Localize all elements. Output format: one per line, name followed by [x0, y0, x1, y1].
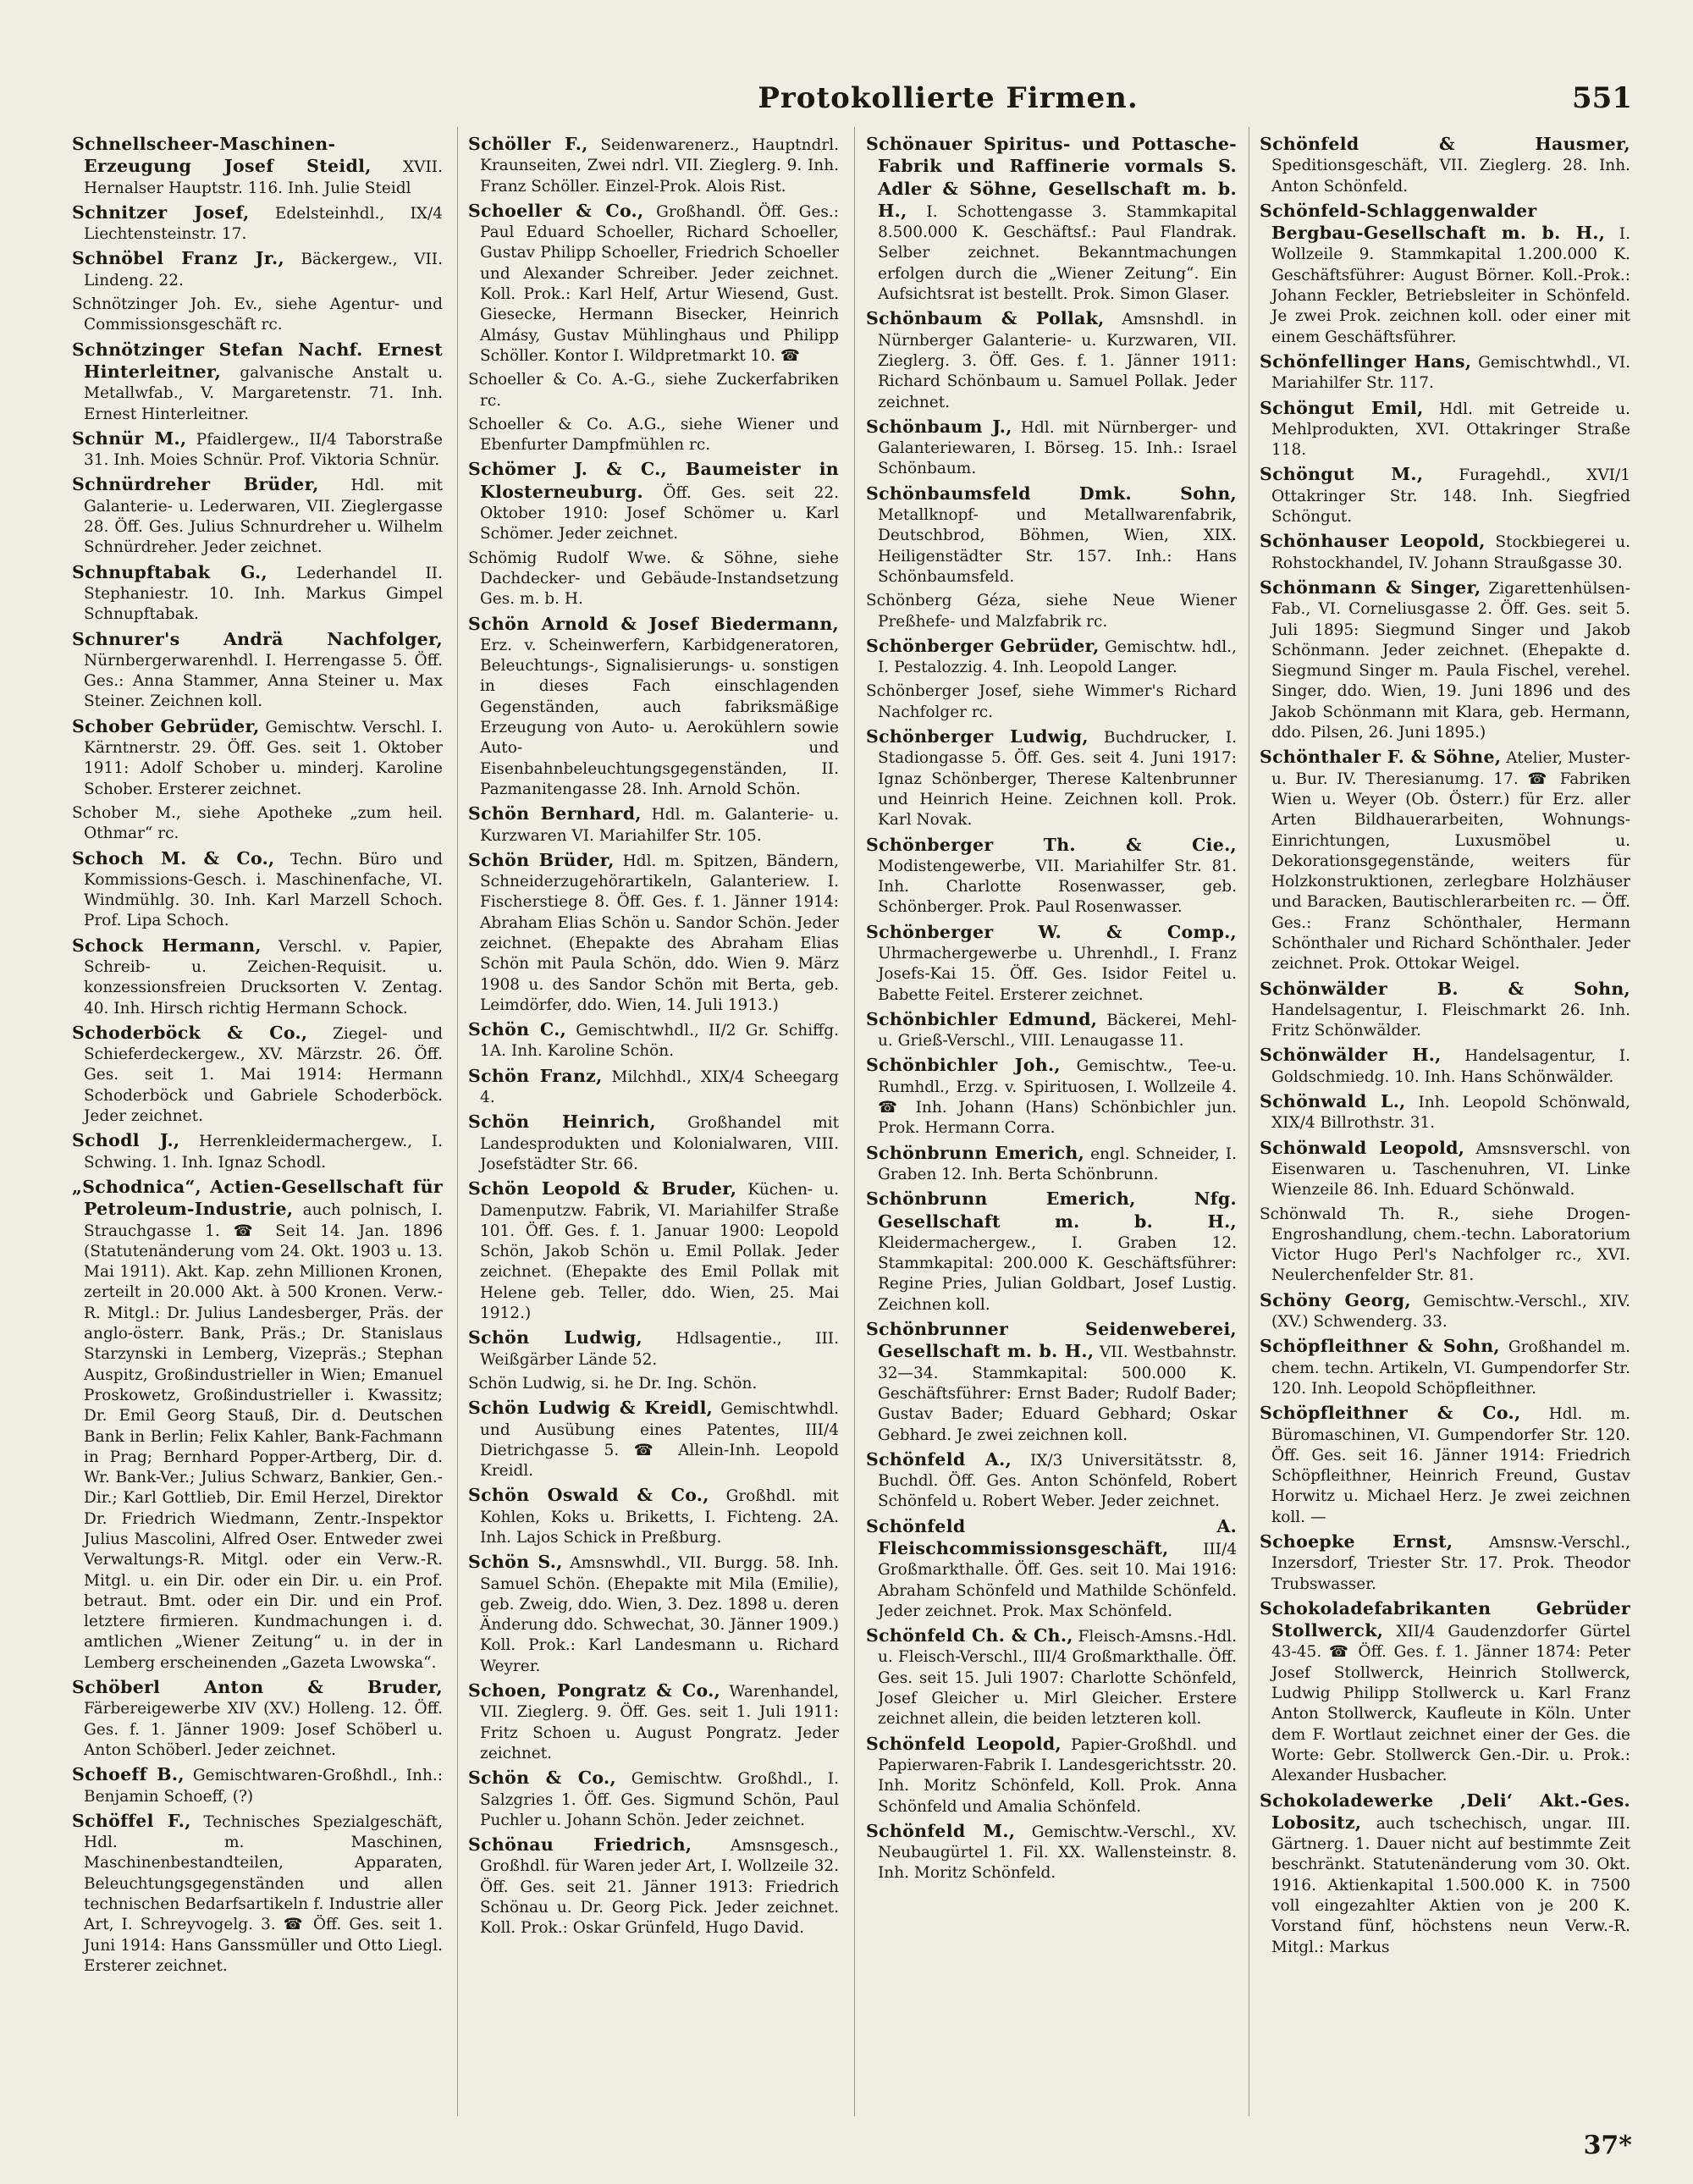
firm-details: Gemischtw. hdl., I. Pestalozzig. 4. Inh. Leopold Langer. [878, 637, 1237, 677]
directory-entry [1260, 134, 1630, 197]
firm-name: Schoepke Ernst, [1260, 1531, 1453, 1552]
firm-details: Amsnsverschl. von Eisenwaren u. Taschenuhren, VI. Linke Wienzeile 86. Inh. Eduard Schönwald. [1271, 1139, 1630, 1200]
firm-name: Schöngut M., [1260, 464, 1424, 485]
directory-entry [866, 1449, 1237, 1513]
firm-name: Schober Gebrüder, [72, 715, 260, 736]
firm-name: Schodl J., [72, 1130, 180, 1151]
firm-details: Amsnsw.-Verschl., Inzersdorf, Triester Str. 17. Prok. Theodor Trubswasser. [1271, 1534, 1630, 1593]
directory-entry [866, 1319, 1237, 1446]
directory-entry [72, 339, 443, 425]
firm-details: Atelier, Muster- u. Bur. IV. Theresianumg. 17. ☎ Fabriken Wien u. Weyer (Ob. Österr.) für Erz. aller Arten Bildhauerarbeiten, Wohnungs-Einrichtungen, Luxusmöbel u. Dekorationsgegenstände, weiters für Holzkonstruktionen, zerlegbare Holzhäuser und Baracken, Bautischlerarbeiten rc. — Öff. Ges.: Franz Schönthaler, Hermann Schönthaler und Richard Schönthaler. Jeder zeichnet. Prok. Ottokar Weigel. [1271, 749, 1630, 973]
directory-entry [1260, 1091, 1630, 1134]
directory-entry [72, 1023, 443, 1127]
firm-details: auch polnisch, I. Strauchgasse 1. ☎ Seit 14. Jan. 1896 (Statutenänderung vom 24. Okt. 1903 u. 13. Mai 1911). Akt. Kap. zehn Millionen Kronen, zerteilt in 20.000 Akt. à 500 Kronen. Verw.-R. Mitgl.: Dr. Julius Landesberger, Präs. der anglo-österr. Bank, Präs.; Dr. Stanislaus Starzynski in Lemberg, Vizepräs.; Stephan Auspitz, Großindustrieller in Wien; Emanuel Proskowetz, Großindustrieller i. Kwassitz; Dr. Emil Georg Stauß, Dir. d. Deutschen Bank in Berlin; Felix Kahler, Bank-Fachmann in Prag; Bernhard Popper-Artberg, Dir. d. Wr. Bank-Ver.; Julius Schwarz, Bankier, Gen.-Dir.; Karl Gottlieb, Dir. Emil Herzel, Direktor Dr. Friedrich Wiedmann, Zentr.-Inspektor Julius Mascolini, Alfred Oser. Entweder zwei Verwaltungs-R. Mitgl. oder ein Verw.-R. Mitgl. u. ein Dir. oder ein Dir. u. ein Prof. betraut. Bmt. oder ein Dir. und ein Prof. letztere firmieren. Kundmachungen i. d. amtlichen „Wiener Zeitung“ u. in der in Lemberg erscheinenden „Gazeta Lwowska“. [84, 1201, 443, 1672]
firm-details: Stockbiegerei u. Rohstockhandel, IV. Johann Straußgasse 30. [1271, 533, 1630, 572]
firm-details: Bäckergew., VII. Lindeng. 22. [84, 251, 443, 290]
directory-entry [1260, 1403, 1630, 1528]
firm-name: Schönwälder H., [1260, 1045, 1442, 1066]
firm-details: Seidenwarenerz., Hauptndrl. Kraunseiten, Zwei ndrl. VII. Zieglerg. 9. Inh. Franz Schöller. Einzel-Prok. Alois Rist. [480, 136, 839, 196]
firm-name: Schönbichler Joh., [866, 1055, 1061, 1076]
column-3 [866, 134, 1237, 2106]
firm-details: Bäckerei, Mehl- u. Grieß-Verschl., VIII. Lenaugasse 11. [878, 1011, 1237, 1051]
directory-entry [72, 629, 443, 713]
firm-name: Schön C., [468, 1019, 567, 1040]
directory-entry [1260, 747, 1630, 974]
firm-details: engl. Schneider, I. Graben 12. Inh. Berta Schönbrunn. [878, 1144, 1237, 1183]
directory-entry [1260, 1336, 1630, 1399]
firm-name: Schömer J. & C., Baumeister in Klosterneuburg. [468, 459, 839, 502]
directory-entry [72, 1677, 443, 1761]
firm-name: Schönfeld A., [866, 1448, 1012, 1470]
directory-entry [468, 1066, 839, 1109]
directory-entry [1260, 1138, 1630, 1201]
firm-name: Schöpfleithner & Sohn, [1260, 1336, 1500, 1357]
directory-entry [468, 549, 839, 610]
firm-name: Schön Franz, [468, 1065, 603, 1086]
firm-name: Schöngut Emil, [1260, 397, 1424, 418]
firm-name: Schönfellinger Hans, [1260, 350, 1472, 372]
firm-name: Schöpfleithner & Co., [1260, 1403, 1521, 1424]
firm-details: Hdl. m. Galanterie- u. Kurzwaren VI. Mariahilfer Str. 105. [480, 806, 839, 845]
firm-details: Buchdrucker, I. Stadiongasse 5. Öff. Ges. seit 4. Juni 1917: Ignaz Schönberger, Therese Kaltenbrunner und Heinrich Heine. Zeichnen koll. Prok. Karl Novak. [878, 729, 1237, 830]
directory-entry [468, 1485, 839, 1548]
directory-entry [468, 1680, 839, 1764]
directory-entry [1260, 351, 1630, 394]
directory-entry [866, 1516, 1237, 1622]
firm-details: Schoeller & Co. A.G., siehe Wiener und Ebenfurter Dampfmühlen rc. [468, 415, 839, 455]
firm-name: Schönbichler Edmund, [866, 1008, 1098, 1029]
firm-details: Öff. Ges. seit 22. Oktober 1910: Josef Schömer u. Karl Schömer. Jeder zeichnet. [480, 483, 839, 543]
directory-entry [1260, 979, 1630, 1042]
firm-details: Fleisch-Amsns.-Hdl. u. Fleisch-Verschl., III/4 Großmarkthalle. Öff. Ges. seit 15. Juli 1907: Charlotte Schönfeld, Josef Gleicher u. Mirl Gleicher. Erstere zeichnet allein, die beiden letzteren koll. [878, 1628, 1237, 1729]
directory-entry [72, 562, 443, 626]
firm-name: Schnitzer Josef, [72, 201, 250, 223]
firm-details: Gemischtwhdl., II/2 Gr. Schiffg. 1A. Inh. Karoline Schön. [480, 1022, 839, 1061]
firm-name: Schnupftabak G., [72, 561, 267, 582]
firm-details: Metallknopf- und Metallwarenfabrik, Deutschbrod, Böhmen, Wien, XIX. Heiligenstädter Str. 157. Inh.: Hans Schönbaumsfeld. [878, 506, 1237, 586]
firm-details: Lederhandel II. Stephaniestr. 10. Inh. Markus Gimpel Schnupftabak. [84, 564, 443, 624]
firm-details: Furagehdl., XVI/1 Ottakringer Str. 148. Inh. Siegfried Schöngut. [1271, 466, 1630, 527]
directory-entry [468, 1019, 839, 1062]
firm-name: Schöberl Anton & Bruder, [72, 1677, 443, 1698]
directory-entry [72, 1130, 443, 1173]
firm-details: IX/3 Universitätsstr. 8, Buchdl. Öff. Ges. Anton Schönfeld, Robert Schönfeld u. Robert Weber. Jeder zeichnet. [878, 1451, 1237, 1511]
directory-entry [468, 1552, 839, 1677]
firm-name: Schöny Georg, [1260, 1289, 1411, 1310]
directory-entry [468, 1768, 839, 1831]
column-divider [457, 127, 458, 2116]
firm-details: Erz. v. Scheinwerfern, Karbidgeneratoren, Beleuchtungs-, Signalisierungs- u. sonstigen in dieses Fach einschlagenden Gegenständen, auch fabriksmäßige Erzeugung von Auto- u. Aerokühlern sowie Auto- und Eisenbahnbeleuchtungsgegenständen, II. Pazmanitengasse 28. Inh. Arnold Schön. [480, 636, 839, 798]
directory-entry [72, 134, 443, 199]
firm-name: Schönau Friedrich, [468, 1834, 692, 1856]
firm-name: Schoeff B., [72, 1764, 185, 1785]
firm-name: Schönfeld-Schlaggenwalder Bergbau-Gesellschaft m. b. H., [1260, 200, 1606, 244]
directory-entry [866, 726, 1237, 830]
firm-details: Großhdl. mit Kohlen, Koks u. Briketts, I. Fichteng. 2A. Inh. Lajos Schick in Preßburg. [480, 1487, 839, 1547]
firm-details: Amsnshdl. in Nürnberger Galanterie- u. Kurzwaren, VII. Zieglerg. 3. Öff. Ges. f. 1. Jänner 1911: Richard Schönbaum u. Samuel Pollak. Jeder zeichnet. [878, 311, 1237, 411]
firm-name: Schnöbel Franz Jr., [72, 248, 284, 269]
firm-name: Schönthaler F. & Söhne, [1260, 747, 1502, 768]
directory-entry [468, 850, 839, 1016]
directory-entry [1260, 531, 1630, 574]
firm-name: Schnellscheer-Maschinen-Erzeugung Josef Steidl, [72, 134, 372, 177]
directory-entry [1260, 1045, 1630, 1088]
firm-details: Zigarettenhülsen-Fab., VI. Corneliusgasse 2. Öff. Ges. seit 5. Juli 1895: Siegmund Singer und Jakob Schönmann. Jeder zeichnet. (Ehepakte d. Siegmund Singer m. Paula Fischel, verehel. Singer, ddo. Wien, 19. Juni 1896 und des Jakob Schönmann mit Klara, geb. Hermann, ddo. Pilsen, 26. Juni 1895.) [1271, 579, 1630, 742]
firm-details: Inh. Leopold Schönwald, XIX/4 Billrothstr. 31. [1271, 1094, 1630, 1133]
directory-entry [1260, 577, 1630, 743]
firm-details: Schömig Rudolf Wwe. & Söhne, siehe Dachdecker- und Gebäude-Instandsetzung Ges. m. b. H. [468, 549, 839, 609]
firm-name: Schöffel F., [72, 1810, 191, 1831]
directory-entry [468, 1374, 839, 1394]
firm-name: Schönfeld Leopold, [866, 1733, 1062, 1754]
firm-details: Edelsteinhdl., IX/4 Liechtensteinstr. 17. [84, 204, 443, 244]
running-head: Protokollierte Firmen. [758, 81, 1139, 115]
firm-details: Großhandel m. chem. techn. Artikeln, VI. Gumpendorfer Str. 120. Inh. Leopold Schöpfleithner. [1271, 1338, 1630, 1398]
firm-details: III/4 Großmarkthalle. Öff. Ges. seit 10. Mai 1916: Abraham Schönfeld und Mathilde Schönfeld. Jeder zeichnet. Prok. Max Schönfeld. [878, 1541, 1237, 1620]
directory-entry [72, 428, 443, 472]
firm-details: Schönberg Géza, siehe Neue Wiener Preßhefe- und Malzfabrik rc. [866, 592, 1237, 631]
firm-name: Schönberger W. & Comp., [866, 921, 1237, 942]
directory-entry [468, 1398, 839, 1481]
firm-details: Verschl. v. Papier, Schreib- u. Zeichen-Requisit. u. konzessionsfreien Drucksorten V. Zentag. 40. Inh. Hirsch richtig Hermann Schock. [84, 937, 443, 1018]
firm-details: Hdlsagentie., III. Weißgärber Lände 52. [480, 1330, 839, 1369]
firm-details: Hdl. mit Nürnberger- und Galanteriewaren, I. Börseg. 15. Inh.: Israel Schönbaum. [878, 418, 1237, 478]
firm-details: Milchhdl., XIX/4 Scheegarg 4. [480, 1067, 839, 1107]
firm-name: Schönwald L., [1260, 1091, 1406, 1112]
firm-details: I. Schottengasse 3. Stammkapital 8.500.000 K. Geschäftsf.: Paul Flandrak. Selber zeichnet. Bekanntmachungen erfolgen durch die „Wiener Zeitung“. Ein Aufsichtsrat ist bestellt. Prok. Simon Glaser. [878, 202, 1237, 304]
firm-details: Gemischtw.-Verschl., XV. Neubaugürtel 1. Fil. XX. Wallensteinstr. 8. Inh. Moritz Schönfeld. [878, 1823, 1237, 1883]
firm-details: Kleidermachergew., I. Graben 12. Stammkapital: 200.000 K. Geschäftsführer: Regine Pries, Julian Goldbart, Josef Lustig. Zeichnen koll. [878, 1233, 1237, 1314]
firm-details: Gemischtw. Verschl. I. Kärntnerstr. 29. Öff. Ges. seit 1. Oktober 1911: Adolf Schober u. minderj. Karoline Schober. Ersterer zeichnet. [84, 718, 443, 798]
firm-details: Schönwald Th. R., siehe Drogen-Engroshandlung, chem.-techn. Laboratorium Victor Hugo Perl's Nachfolger rc., XVI. Neulerchenfelder Str. 81. [1260, 1205, 1630, 1285]
firm-name: Schönberger Gebrüder, [866, 635, 1100, 656]
directory-entry [1260, 201, 1630, 348]
firm-details: Hdl. m. Büromaschinen, VI. Gumpendorfer Str. 120. Öff. Ges. seit 16. Jänner 1914: Friedrich Schöpfleithner, Heinrich Freund, Gustav Horwitz u. Michael Herz. Je zwei zeichnen koll. — [1271, 1405, 1630, 1526]
firm-name: Schönfeld & Hausmer, [1260, 134, 1630, 154]
firm-details: Gemischtwhdl. und Ausübung eines Patentes, III/4 Dietrichgasse 5. ☎ Allein-Inh. Leopold Kreidl. [480, 1400, 839, 1481]
directory-entry [468, 614, 839, 801]
firm-name: Schönbaum & Pollak, [866, 308, 1105, 329]
firm-name: Schönfeld Ch. & Ch., [866, 1625, 1073, 1646]
firm-name: Schönwald Leopold, [1260, 1137, 1465, 1158]
column-2 [468, 134, 839, 2106]
firm-name: Schön Oswald & Co., [468, 1485, 709, 1506]
firm-name: Schönhauser Leopold, [1260, 531, 1486, 552]
directory-entry [1260, 1790, 1630, 1958]
firm-details: Färbereigewerbe XIV (XV.) Holleng. 12. Öff. Ges. f. 1. Jänner 1909: Josef Schöberl u. Anton Schöberl. Jeder zeichnet. [84, 1700, 443, 1759]
firm-details: Pfaidlergew., II/4 Taborstraße 31. Inh. Moies Schnür. Prof. Viktoria Schnür. [84, 430, 443, 470]
firm-details: Techn. Büro und Kommissions-Gesch. i. Maschinenfache, VI. Windmühlg. 30. Inh. Karl Marzell Schoch. Prof. Lipa Schoch. [84, 850, 443, 930]
firm-details: Uhrmachergewerbe u. Uhrenhdl., I. Franz Josefs-Kai 15. Öff. Ges. Isidor Feitel u. Babette Feitel. Ersterer zeichnet. [878, 944, 1237, 1004]
firm-details: Schön Ludwig, si. he Dr. Ing. Schön. [468, 1374, 758, 1393]
firm-name: Schön S., [468, 1552, 563, 1573]
directory-entry [72, 474, 443, 558]
firm-details: Handelsagentur, I. Fleischmarkt 26. Inh. Fritz Schönwälder. [1271, 1001, 1630, 1040]
directory-entry [72, 848, 443, 932]
directory-entry [468, 201, 839, 367]
directory-entry [72, 248, 443, 291]
firm-name: Schönbaumsfeld Dmk. Sohn, [866, 483, 1237, 504]
directory-entry [866, 416, 1237, 480]
directory-entry [1260, 1531, 1630, 1595]
directory-entry [866, 1821, 1237, 1884]
directory-entry [866, 835, 1237, 918]
firm-details: Gemischtw. Großhdl., I. Salzgries 1. Öff. Ges. Sigmund Schön, Paul Puchler u. Johann Schön. Jeder zeichnet. [480, 1770, 839, 1829]
firm-name: Schön Heinrich, [468, 1111, 656, 1133]
directory-entry [866, 1143, 1237, 1186]
directory-entry [468, 415, 839, 456]
firm-details: galvanische Anstalt u. Metallwfab., V. Margaretenstr. 71. Inh. Ernest Hinterleitner. [84, 363, 443, 423]
firm-details: Handelsagentur, I. Goldschmiedg. 10. Inh. Hans Schönwälder. [1271, 1047, 1630, 1086]
directory-entry [866, 1625, 1237, 1729]
directory-entry [72, 1177, 443, 1674]
directory-entry [866, 591, 1237, 632]
firm-name: Schönfeld A. Fleischcommissionsgeschäft, [866, 1515, 1237, 1558]
firm-details: Schönberger Josef, siehe Wimmer's Richard Nachfolger rc. [866, 682, 1237, 721]
firm-details: Warenhandel, VII. Zieglerg. 9. Öff. Ges. seit 1. Juli 1911: Fritz Schoen u. August Pongratz. Jeder zeichnet. [480, 1683, 839, 1762]
directory-entry [866, 134, 1237, 305]
directory-entry [866, 308, 1237, 412]
firm-name: Schokoladefabrikanten Gebrüder Stollwerck, [1260, 1597, 1630, 1641]
directory-entry [866, 681, 1237, 723]
firm-details: Nürnbergerwarenhdl. I. Herrengasse 5. Öff. Ges.: Anna Stammer, Anna Steiner u. Max Steiner. Zeichnen koll. [84, 651, 443, 711]
firm-name: Schoch M. & Co., [72, 847, 275, 869]
firm-details: Hdl. mit Galanterie- u. Lederwaren, VII. Zieglergasse 28. Öff. Ges. Julius Schnurdreher u. Wilhelm Schnürdreher. Jeder zeichnet. [84, 477, 443, 557]
firm-name: Schön Ludwig, [468, 1327, 642, 1348]
directory-entry [468, 1834, 839, 1939]
firm-details: Amsnswhdl., VII. Burgg. 58. Inh. Samuel Schön. (Ehepakte mit Mila (Emilie), geb. Zweig, ddo. Wien, 3. Dez. 1898 u. deren Änderung ddo. Schwechat, 30. Jänner 1909.) Koll. Prok.: Karl Landesmann u. Richard Weyrer. [480, 1554, 839, 1675]
directory-entry [1260, 398, 1630, 461]
firm-name: Schön Brüder, [468, 849, 615, 870]
directory-entry [72, 803, 443, 845]
firm-details: XVII. Hernalser Hauptstr. 116. Inh. Julie Steidl [84, 158, 443, 197]
firm-name: Schönberger Th. & Cie., [866, 834, 1237, 855]
directory-entry [866, 1734, 1237, 1817]
directory-entry [468, 1111, 839, 1175]
firm-name: Schnurer's Andrä Nachfolger, [72, 628, 443, 649]
firm-details: Gemischtw., Tee-u. Rumhdl., Erzg. v. Spirituosen, I. Wollzeile 4. ☎ Inh. Johann (Hans) Schönbichler jun. Prok. Hermann Corra. [878, 1057, 1237, 1138]
firm-details: Speditionsgeschäft, VII. Zieglerg. 28. Inh. Anton Schönfeld. [1271, 157, 1630, 196]
directory-entry [468, 803, 839, 847]
firm-details: Herrenkleidermachergew., I. Schwing. 1. Inh. Ignaz Schodl. [84, 1133, 443, 1172]
firm-name: Schön Ludwig & Kreidl, [468, 1398, 714, 1419]
firm-details: XII/4 Gaudenzdorfer Gürtel 43-45. ☎ Öff. Ges. f. 1. Jänner 1874: Peter Josef Stollwerck, Heinrich Stollwerck, Ludwig Philipp Stollwerck u. Karl Franz Anton Stollwerck, Kaufleute in Köln. Unter dem F. Wortlaut zeichnet einer der Ges. die Worte: Gebr. Stollwerck Gen.-Dir. u. Prok.: Alexander Husbacher. [1271, 1623, 1630, 1785]
firm-name: Schön Arnold & Josef Biedermann, [468, 613, 839, 634]
firm-name: Schönbrunner Seidenweberei, Gesellschaft m. b. H., [866, 1319, 1237, 1362]
firm-name: Schock Hermann, [72, 935, 262, 956]
firm-details: Hdl. mit Getreide u. Mehlprodukten, XVI. Ottakringer Straße 118. [1271, 400, 1630, 460]
directory-entry [1260, 464, 1630, 527]
signature-mark: 37* [1583, 2131, 1632, 2160]
firm-details: I. Wollzeile 9. Stammkapital 1.200.000 K. Geschäftsführer: August Börner. Koll.-Prok.: Johann Feckler, Betriebsleiter in Schönfeld. Je zwei Prok. zeichnen koll. oder einer mit einem Geschäftsführer. [1271, 225, 1630, 346]
directory-entry [72, 1764, 443, 1807]
directory-entry [866, 636, 1237, 679]
firm-name: Schönbrunn Emerich, Nfg. Gesellschaft m. b. H., [866, 1189, 1237, 1232]
directory-entry [1260, 1205, 1630, 1287]
directory-entry [72, 935, 443, 1019]
directory-entry [468, 459, 839, 544]
directory-entry [72, 295, 443, 336]
directory-entry [1260, 1598, 1630, 1787]
firm-name: Schönbaum J., [866, 416, 1012, 437]
firm-details: Hdl. m. Spitzen, Bändern, Schneiderzugehörartikeln, Galanteriew. I. Fischerstiege 8. Öff. Ges. f. 1. Jänner 1914: Abraham Elias Schön u. Sandor Schön. Jeder zeichnet. (Ehepakte des Abraham Elias Schön mit Paula Schön, ddo. Wien 9. März 1908 u. des Sandor Schön mit Berta, geb. Leimdörfer, ddo. Wien, 14. Juli 1913.) [480, 852, 839, 1014]
firm-details: Technisches Spezialgeschäft, Hdl. m. Maschinen, Maschinenbestandteilen, Apparaten, Beleuchtungsgegenständen und allen technischen Bedarfsartikeln f. Industrie aller Art, I. Schreyvogelg. 3. ☎ Öff. Ges. seit 1. Juni 1914: Hans Ganssmüller und Otto Liegl. Ersterer zeichnet. [84, 1812, 443, 1975]
directory-entry [866, 922, 1237, 1006]
firm-details: Gemischtw.-Verschl., XIV. (XV.) Schwenderg. 33. [1271, 1292, 1630, 1332]
column-divider [854, 127, 855, 2116]
directory-entry [1260, 1290, 1630, 1333]
firm-details: Schoeller & Co. A.-G., siehe Zuckerfabriken rc. [468, 371, 839, 410]
directory-entry [468, 134, 839, 197]
firm-details: Großhandl. Öff. Ges.: Paul Eduard Schoeller, Richard Schoeller, Gustav Philipp Schoeller, Friedrich Schoeller und Alexander Schreiber. Jeder zeichnet. Koll. Prok.: Karl Helf, Artur Wiesend, Gust. Giesecke, Hermann Bisecker, Heinrich Almásy, Gustav Mühlinghaus und Philipp Schöller. Kontor I. Wildpretmarkt 10. ☎ [480, 202, 839, 365]
firm-name: Schoderböck & Co., [72, 1022, 308, 1043]
firm-details: Gemischtwaren-Großhdl., Inh.: Benjamin Schoeff, (?) [84, 1767, 443, 1806]
directory-entry [72, 716, 443, 800]
firm-name: Schönberger Ludwig, [866, 726, 1089, 747]
firm-details: Gemischtwhdl., VI. Mariahilfer Str. 117. [1271, 353, 1630, 393]
firm-name: Schönauer Spiritus- und Pottasche-Fabrik und Raffinerie vormals S. Adler & Söhne, Gesellschaft m. b. H., [866, 134, 1237, 221]
directory-entry [468, 1178, 839, 1324]
firm-name: „Schodnica“, Actien-Gesellschaft für Petroleum-Industrie, [72, 1176, 443, 1220]
firm-name: Schönmann & Singer, [1260, 576, 1481, 598]
directory-entry [72, 202, 443, 245]
directory-entry [866, 483, 1237, 587]
firm-name: Schönbrunn Emerich, [866, 1142, 1085, 1163]
firm-details: Schnötzinger Joh. Ev., siehe Agentur- und Commissionsgeschäft rc. [72, 295, 443, 334]
firm-name: Schnür M., [72, 427, 187, 449]
column-1 [72, 134, 443, 2106]
firm-name: Schnötzinger Stefan Nachf. Ernest Hinterleitner, [72, 339, 443, 382]
firm-name: Schokoladewerke ‚Deli‘ Akt.-Ges. Lobositz, [1260, 1790, 1630, 1833]
directory-entry [866, 1009, 1237, 1052]
firm-name: Schoen, Pongratz & Co., [468, 1680, 721, 1701]
firm-details: auch tschechisch, ungar. III. Gärtnerg. 1. Dauer nicht auf bestimmte Zeit beschränkt. Statutenänderung vom 30. Okt. 1916. Aktienkapital 1.500.000 K. in 7500 voll eingezahlter Aktien von je 200 K. Vorstand fünf, höchstens neun Verw.-R. Mitgl.: Markus [1271, 1814, 1630, 1956]
firm-details: Schober M., siehe Apotheke „zum heil. Othmar“ rc. [72, 803, 443, 843]
column-4 [1260, 134, 1630, 2106]
firm-name: Schön & Co., [468, 1768, 616, 1789]
directory-entry [468, 370, 839, 411]
firm-details: Küchen- u. Damenputzw. Fabrik, VI. Mariahilfer Straße 101. Öff. Ges. f. 1. Januar 1900: Leopold Schön, Jakob Schön u. Emil Pollak. Jeder zeichnet. (Ehepakte des Emil Pollak mit Helene geb. Teller, ddo. Wien, 25. Mai 1912.) [480, 1181, 839, 1323]
firm-name: Schön Bernhard, [468, 803, 642, 825]
page-number: 551 [1572, 81, 1632, 115]
firm-details: Ziegel- und Schieferdeckergew., XV. Märzstr. 26. Öff. Ges. seit 1. Mai 1914: Hermann Schoderböck und Gabriele Schoderböck. Jeder zeichnet. [84, 1024, 443, 1126]
firm-details: Modistengewerbe, VII. Mariahilfer Str. 81. Inh. Charlotte Rosenwasser, geb. Schönberger. Prok. Paul Rosenwasser. [878, 857, 1237, 917]
firm-name: Schöller F., [468, 134, 588, 154]
firm-name: Schnürdreher Brüder, [72, 474, 319, 495]
firm-details: Amsnsgesch., Großhdl. für Waren jeder Art, I. Wollzeile 32. Öff. Ges. seit 21. Jänner 1913: Friedrich Schönau u. Dr. Georg Pick. Jeder zeichnet. Koll. Prok.: Oskar Grünfeld, Hugo David. [480, 1837, 839, 1938]
firm-name: Schönfeld M., [866, 1820, 1016, 1841]
directory-entry [468, 1327, 839, 1371]
directory-entry [72, 1811, 443, 1977]
directory-entry [866, 1055, 1237, 1139]
firm-details: Großhandel mit Landesprodukten und Kolonialwaren, VIII. Josefstädter Str. 66. [480, 1114, 839, 1173]
firm-name: Schön Leopold & Bruder, [468, 1178, 737, 1200]
firm-details: VII. Westbahnstr. 32—34. Stammkapital: 500.000 K. Geschäftsführer: Ernst Bader; Rudolf Bader; Gustav Bader; Eduard Gebhard; Oskar Gebhard. Je zwei zeichnen koll. [878, 1343, 1237, 1444]
directory-entry [866, 1189, 1237, 1315]
firm-details: Papier-Großhdl. und Papierwaren-Fabrik I. Landesgerichtsstr. 20. Inh. Moritz Schönfeld, Koll. Prok. Anna Schönfeld und Amalia Schönfeld. [878, 1735, 1237, 1816]
firm-name: Schönwälder B. & Sohn, [1260, 978, 1630, 999]
firm-name: Schoeller & Co., [468, 200, 644, 221]
